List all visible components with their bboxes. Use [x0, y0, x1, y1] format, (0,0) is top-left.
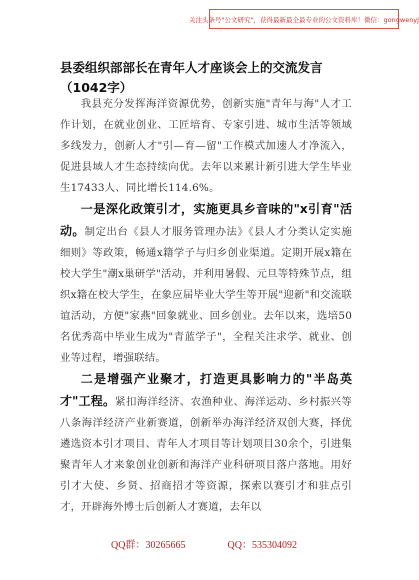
section-1-heading: 一是深化政策引才，实施更具乡音味的"x引育"活动。: [60, 202, 352, 238]
section-2-paragraph: [60, 369, 352, 518]
document-title: 县委组织部部长在青年人才座谈会上的交流发言（1042字）: [60, 60, 323, 95]
section-2-text: 紧扣海洋经济、农渔种业、海洋运动、乡村振兴等八条海洋经济产业新赛道，创新举办海洋经济双创大赛，择优遴选资本引才项目、青年人才项目等计划项目30余个，引进集聚青年人才来象创业创新和海洋产业科研项目落户落地。用好引才大使、乡贤、招商招才等资源，探索以赛引才和驻点引才，开辟海外博士后创新人才赛道，去年以: [60, 396, 352, 513]
intro-paragraph: 我县充分发挥海洋资源优势，创新实施"青年与海"人才工作计划，在就业创业、工匠培育、专家引进、城市生活等领域多线发力，创新人才"引—育—留"工作模式加速人才净流入，促进县域人才生态持续向优。去年以来累计新引进大学生毕业生17433人、同比增长114.6%。: [60, 98, 352, 194]
document-body: [60, 94, 352, 518]
footer-qq: QQ：535304092: [227, 540, 297, 551]
section-1-text: 制定出台《县人才服务管理办法》《县人才分类认定实施细则》等政策，畅通x籍学子与归乡创业渠道。定期开展x籍在校大学生"潮x巢研学"活动，并利用暑假、元旦等特殊节点，组织x籍在校大学生，在象应届毕业大学生等开展"迎新"和交流联谊活动，方便"家燕"回象就业、回乡创业。去年以来，选培50名优秀高中毕业生成为"青蓝学子"，全程关注求学、就业、创业等过程，增强联结。: [60, 226, 352, 364]
section-2-heading: 二是增强产业聚才，打造更具影响力的"半岛英才"工程。: [60, 372, 352, 408]
footer-qq-group: QQ群：30265665: [111, 540, 186, 551]
promo-banner: 关注头条号"公文研究"，获得最新最全最专业的公文资料库！微信：gongwenyj: [209, 9, 399, 29]
footer: [0, 536, 408, 551]
section-1-paragraph: [60, 199, 352, 369]
